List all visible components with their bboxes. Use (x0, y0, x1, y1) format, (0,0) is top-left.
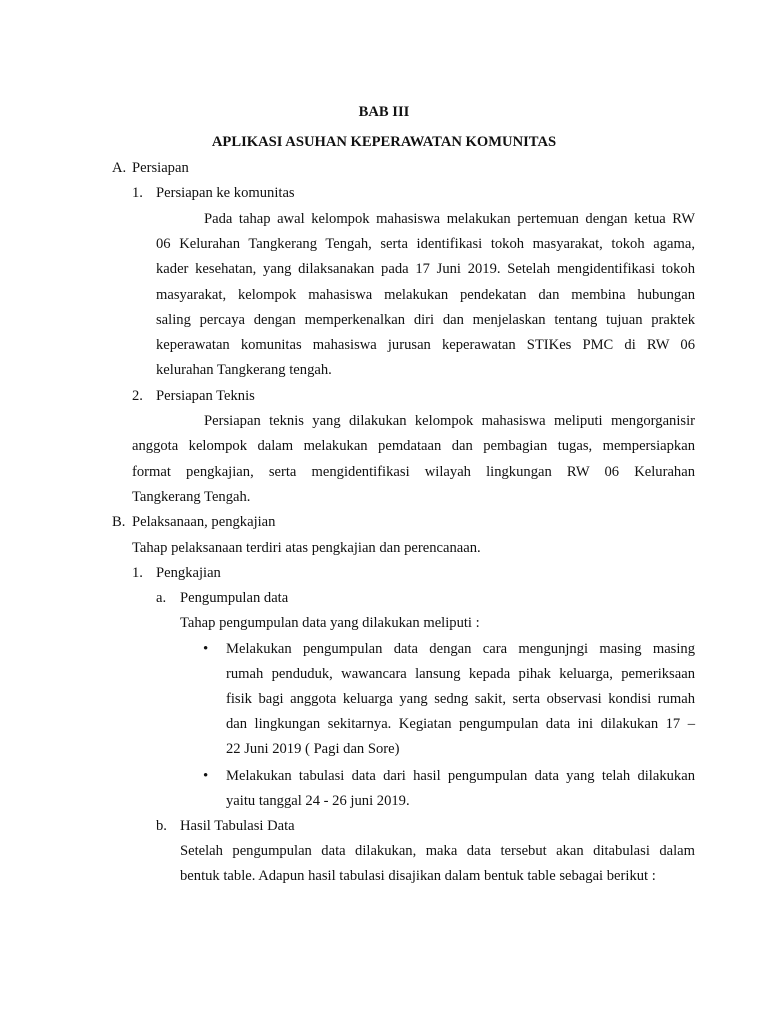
chapter-title: APLIKASI ASUHAN KEPERAWATAN KOMUNITAS (211, 134, 557, 150)
item-b1-number: 1. (132, 565, 143, 581)
section-b-title: Pelaksanaan, pengkajian (132, 514, 276, 530)
bullet-1-line: 22 Juni 2019 ( Pagi dan Sore) (226, 741, 400, 757)
bullet-icon: • (203, 641, 209, 657)
sub-b-line: bentuk table. Adapun hasil tabulasi disajikan dalam bentuk table sebagai berikut : (180, 868, 656, 884)
section-b-label: B. (112, 514, 126, 530)
sub-a-title: Pengumpulan data (180, 590, 289, 606)
bullet-1-line: Melakukan pengumpulan data dengan cara mengunjngi masing masing (226, 641, 695, 657)
item-a1-title: Persiapan ke komunitas (156, 185, 295, 201)
sub-a-label: a. (156, 590, 167, 606)
bullet-2-line: Melakukan tabulasi data dari hasil pengumpulan data yang telah dilakukan (226, 768, 695, 784)
paragraph-a1-line: saling percaya dengan memperkenalkan diri dan menjelaskan tentang tujuan praktek (156, 312, 695, 328)
section-a-label: A. (112, 160, 127, 176)
bullet-icon: • (203, 768, 209, 784)
paragraph-a1-line: masyarakat, kelompok mahasiswa melakukan pendekatan dan membina hubungan (156, 287, 695, 303)
paragraph-a2-line: anggota kelompok dalam melakukan pemdataan dan pembagian tugas, mempersiapkan (132, 438, 695, 454)
paragraph-a2-line: Persiapan teknis yang dilakukan kelompok mahasiswa meliputi mengorganisir (204, 413, 695, 429)
sub-b-title: Hasil Tabulasi Data (180, 818, 295, 834)
bullet-1-line: rumah penduduk, wawancara lansung kepada pihak keluarga, pemeriksaan (226, 666, 695, 682)
bullet-2-line: yaitu tanggal 24 - 26 juni 2019. (226, 793, 410, 809)
sub-b-line: Setelah pengumpulan data dilakukan, maka data tersebut akan ditabulasi dalam (180, 843, 695, 859)
bullet-1-line: fisik bagi anggota keluarga yang sedng sakit, serta observasi kondisi rumah (226, 691, 695, 707)
paragraph-a2-line: Tangkerang Tengah. (132, 489, 251, 505)
paragraph-a1-line: Pada tahap awal kelompok mahasiswa melakukan pertemuan dengan ketua RW (204, 211, 695, 227)
section-a-title: Persiapan (132, 160, 189, 176)
paragraph-a2-line: format pengkajian, serta mengidentifikasi wilayah lingkungan RW 06 Kelurahan (132, 464, 695, 480)
paragraph-a1-line: kader kesehatan, yang dilaksanakan pada 17 Juni 2019. Setelah mengidentifikasi tokoh (156, 261, 695, 277)
paragraph-a1-line: 06 Kelurahan Tangkerang Tengah, serta identifikasi tokoh masyarakat, tokoh agama, (156, 236, 695, 252)
sub-b-label: b. (156, 818, 167, 834)
item-a2-title: Persiapan Teknis (156, 388, 255, 404)
item-a1-number: 1. (132, 185, 143, 201)
chapter-heading: BAB III (358, 104, 410, 120)
sub-a-intro: Tahap pengumpulan data yang dilakukan meliputi : (180, 615, 480, 631)
paragraph-a1-line: kelurahan Tangkerang tengah. (156, 362, 332, 378)
paragraph-a1-line: keperawatan komunitas mahasiswa jurusan keperawatan STIKes PMC di RW 06 (156, 337, 695, 353)
bullet-1-line: dan lingkungan sekitarnya. Kegiatan pengumpulan data ini dilakukan 17 – (226, 716, 695, 732)
item-a2-number: 2. (132, 388, 143, 404)
item-b1-title: Pengkajian (156, 565, 221, 581)
section-b-intro: Tahap pelaksanaan terdiri atas pengkajian dan perencanaan. (132, 540, 481, 556)
